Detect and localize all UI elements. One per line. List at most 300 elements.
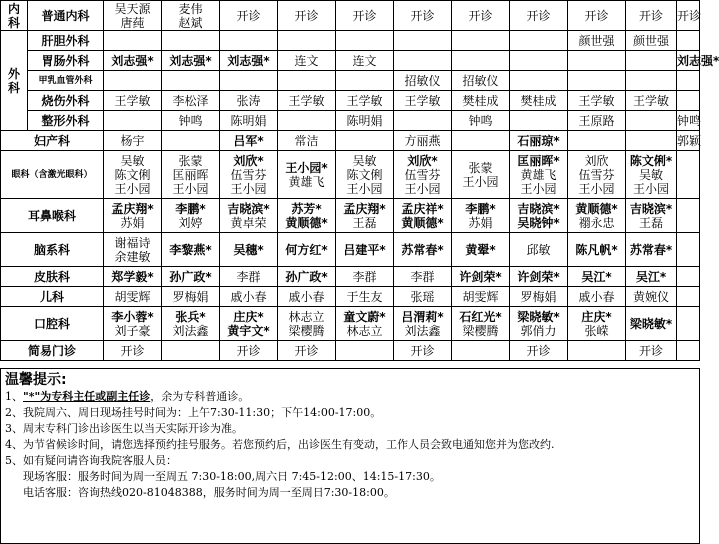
schedule-cell xyxy=(336,199,394,233)
doctor-name: 张蒙 xyxy=(468,160,493,175)
schedule-cell xyxy=(510,111,568,131)
schedule-cell xyxy=(452,287,510,307)
schedule-cell xyxy=(104,307,162,341)
doctor-name: 刘婷 xyxy=(178,215,203,230)
schedule-cell xyxy=(568,111,626,131)
doctor-name: 许剑荣* xyxy=(459,269,502,284)
schedule-cell xyxy=(394,1,452,31)
subdepartment-label: 整形外科 xyxy=(28,111,104,131)
doctor-name: 匡丽晖 xyxy=(172,167,209,182)
doctor-name: 王小园 xyxy=(346,181,383,196)
schedule-cell xyxy=(220,341,278,361)
schedule-cell xyxy=(104,111,162,131)
doctor-name: 开诊 xyxy=(638,343,663,358)
schedule-cell xyxy=(162,341,220,361)
doctor-name: 刘志强* xyxy=(111,53,154,68)
doctor-name: 庄庆* xyxy=(581,309,612,324)
doctor-name: 王小园* xyxy=(285,160,328,175)
notes-title: 温馨提示: xyxy=(5,372,67,388)
doctor-name: 李松泽 xyxy=(172,93,209,108)
schedule-cell xyxy=(278,199,336,233)
schedule-cell xyxy=(278,71,336,91)
schedule-cell xyxy=(162,267,220,287)
doctor-name: 吴敏 xyxy=(638,167,663,182)
doctor-name: 伍雪芬 xyxy=(578,167,615,182)
schedule-cell xyxy=(677,31,700,51)
doctor-name: 戚小春 xyxy=(288,289,325,304)
schedule-row xyxy=(1,341,700,361)
doctor-name: 童文蔚* xyxy=(343,309,386,324)
note-onsite-service: 现场客服：服务时间为周一至周五 7:30-18:00,周六日 7:45-12:00、14:15-17:30。 xyxy=(23,470,441,483)
doctor-name: 王小园 xyxy=(632,181,669,196)
schedule-cell xyxy=(220,51,278,71)
schedule-cell xyxy=(626,287,677,307)
schedule-cell xyxy=(336,51,394,71)
doctor-name: 吴江* xyxy=(581,269,612,284)
doctor-name: 李黎燕* xyxy=(169,242,212,257)
schedule-cell xyxy=(162,131,220,151)
schedule-cell xyxy=(336,31,394,51)
schedule-cell xyxy=(394,199,452,233)
notes-box xyxy=(0,368,700,544)
doctor-name: 开诊 xyxy=(526,8,551,23)
doctor-name: 开诊 xyxy=(638,8,663,23)
schedule-cell xyxy=(336,111,394,131)
subdepartment-label: 肝胆外科 xyxy=(28,31,104,51)
schedule-cell xyxy=(394,71,452,91)
schedule-cell xyxy=(104,233,162,267)
schedule-cell xyxy=(278,341,336,361)
schedule-cell xyxy=(336,287,394,307)
schedule-cell xyxy=(510,287,568,307)
doctor-name: 方丽燕 xyxy=(404,133,441,148)
subdepartment-label: 烧伤外科 xyxy=(28,91,104,111)
schedule-cell xyxy=(104,91,162,111)
schedule-cell xyxy=(626,267,677,287)
doctor-name: 黄顺德* xyxy=(575,201,618,216)
schedule-cell xyxy=(452,199,510,233)
doctor-name: 招敏仪 xyxy=(462,73,499,88)
schedule-row xyxy=(1,51,700,71)
doctor-name: 樊桂成 xyxy=(520,93,557,108)
doctor-name: 黄顺德* xyxy=(285,215,328,230)
schedule-cell xyxy=(510,31,568,51)
schedule-cell xyxy=(568,1,626,31)
doctor-name: 王小园 xyxy=(114,181,151,196)
doctor-name: 余建敏 xyxy=(114,249,151,264)
schedule-row xyxy=(1,111,700,131)
schedule-cell xyxy=(677,151,700,199)
doctor-name: 王磊 xyxy=(638,215,663,230)
schedule-cell xyxy=(677,307,700,341)
doctor-name: 伍雪芬 xyxy=(230,167,267,182)
schedule-cell xyxy=(278,31,336,51)
doctor-name: 赵斌 xyxy=(178,15,203,30)
doctor-name: 苏娟 xyxy=(468,215,493,230)
schedule-cell xyxy=(568,307,626,341)
doctor-name: 胡雯辉 xyxy=(462,289,499,304)
doctor-name: 吕建平* xyxy=(343,242,386,257)
schedule-cell xyxy=(220,307,278,341)
schedule-cell xyxy=(220,267,278,287)
schedule-cell xyxy=(626,1,677,31)
doctor-name: 连文 xyxy=(352,53,377,68)
doctor-name: 邱敏 xyxy=(526,242,551,257)
doctor-name: 王小园 xyxy=(172,181,209,196)
schedule-cell xyxy=(568,267,626,287)
schedule-cell xyxy=(162,31,220,51)
doctor-name: 唐莼 xyxy=(120,15,145,30)
schedule-cell xyxy=(336,91,394,111)
doctor-name: 罗梅娟 xyxy=(520,289,557,304)
doctor-name: 开诊 xyxy=(236,8,261,23)
schedule-cell xyxy=(626,91,677,111)
doctor-name: 李小蓉* xyxy=(111,309,154,324)
doctor-name: 黄卓荣 xyxy=(230,215,267,230)
schedule-cell xyxy=(278,287,336,307)
doctor-name: 王小园 xyxy=(520,181,557,196)
schedule-cell xyxy=(677,71,700,91)
schedule-row xyxy=(1,31,700,51)
doctor-name: 黄顺德* xyxy=(401,215,444,230)
schedule-cell xyxy=(394,111,452,131)
doctor-name: 开诊 xyxy=(468,8,493,23)
doctor-name: 陈明娟 xyxy=(230,113,267,128)
doctor-name: 王学敏 xyxy=(114,93,151,108)
schedule-cell xyxy=(278,91,336,111)
schedule-cell xyxy=(104,199,162,233)
department-group-label: 内 科 xyxy=(1,1,28,31)
schedule-cell xyxy=(220,233,278,267)
doctor-name: 王小园 xyxy=(578,181,615,196)
schedule-cell xyxy=(278,131,336,151)
doctor-name: 吉晓滨* xyxy=(629,201,673,216)
doctor-name: 张兵* xyxy=(175,309,206,324)
doctor-name: 刘法鑫 xyxy=(404,323,441,338)
schedule-cell xyxy=(452,341,510,361)
doctor-name: 王原路 xyxy=(578,113,615,128)
doctor-name: 林志立 xyxy=(346,323,383,338)
doctor-name: 王小园 xyxy=(404,181,441,196)
schedule-cell xyxy=(220,111,278,131)
schedule-cell xyxy=(220,199,278,233)
doctor-name: 刘欣* xyxy=(407,153,438,168)
schedule-cell xyxy=(278,151,336,199)
schedule-cell xyxy=(104,151,162,199)
schedule-cell xyxy=(336,341,394,361)
schedule-cell xyxy=(162,151,220,199)
subdepartment-label: 普通内科 xyxy=(28,1,104,31)
doctor-name: 石丽琼* xyxy=(517,133,560,148)
schedule-cell xyxy=(452,111,510,131)
doctor-name: 梁樱腾 xyxy=(462,323,499,338)
schedule-cell xyxy=(336,307,394,341)
doctor-name: 石红光* xyxy=(459,309,502,324)
schedule-cell xyxy=(626,71,677,91)
schedule-cell xyxy=(626,233,677,267)
doctor-name: 林志立 xyxy=(288,309,325,324)
doctor-name: 黄宇文* xyxy=(227,323,270,338)
schedule-cell xyxy=(220,31,278,51)
schedule-cell xyxy=(394,91,452,111)
schedule-cell xyxy=(568,199,626,233)
schedule-cell xyxy=(162,1,220,31)
schedule-row xyxy=(1,91,700,111)
subdepartment-label: 甲乳血管外科 xyxy=(28,71,104,91)
schedule-cell xyxy=(452,1,510,31)
doctor-name: 苏芳* xyxy=(291,201,322,216)
department-label: 简易门诊 xyxy=(1,341,104,361)
schedule-cell xyxy=(452,51,510,71)
doctor-name: 吴穗* xyxy=(233,242,264,257)
doctor-name: 苏常春* xyxy=(401,242,444,257)
doctor-name: 苏娟 xyxy=(120,215,145,230)
schedule-cell xyxy=(162,233,220,267)
schedule-cell xyxy=(626,151,677,199)
schedule-cell xyxy=(104,51,162,71)
schedule-cell xyxy=(677,131,700,151)
note-1-rest: ，余为专科普通诊。 xyxy=(150,390,250,403)
doctor-name: 禤永忠 xyxy=(578,215,615,230)
doctor-name: 郑学毅* xyxy=(111,269,154,284)
schedule-cell xyxy=(510,51,568,71)
doctor-name: 开诊 xyxy=(236,343,261,358)
doctor-name: 罗梅娟 xyxy=(172,289,209,304)
schedule-cell xyxy=(510,199,568,233)
doctor-name: 杨宇 xyxy=(120,133,145,148)
schedule-cell xyxy=(677,233,700,267)
schedule-cell xyxy=(568,233,626,267)
doctor-name: 吴敏 xyxy=(352,153,377,168)
schedule-cell xyxy=(452,307,510,341)
schedule-cell xyxy=(452,71,510,91)
doctor-name: 伍雪芬 xyxy=(404,167,441,182)
schedule-row xyxy=(1,233,700,267)
doctor-name: 许剑荣* xyxy=(517,269,560,284)
doctor-name: 孙广政* xyxy=(169,269,212,284)
schedule-cell xyxy=(510,307,568,341)
schedule-cell xyxy=(394,151,452,199)
schedule-cell xyxy=(568,51,626,71)
schedule-cell xyxy=(568,131,626,151)
schedule-row xyxy=(1,267,700,287)
doctor-name: 招敏仪 xyxy=(404,73,441,88)
schedule-cell xyxy=(677,341,700,361)
doctor-name: 吴天源 xyxy=(114,1,151,16)
doctor-name: 刘子豪 xyxy=(114,323,151,338)
schedule-row xyxy=(1,1,700,31)
schedule-cell xyxy=(162,51,220,71)
schedule-cell xyxy=(104,287,162,307)
schedule-cell xyxy=(452,267,510,287)
doctor-name: 张蒙 xyxy=(178,153,203,168)
schedule-cell xyxy=(394,307,452,341)
schedule-cell xyxy=(677,1,700,31)
doctor-name: 于生友 xyxy=(346,289,383,304)
schedule-cell xyxy=(510,1,568,31)
doctor-name: 吴晓钟* xyxy=(517,215,560,230)
doctor-name: 刘欣 xyxy=(584,153,609,168)
doctor-name: 开诊 xyxy=(294,343,319,358)
schedule-cell xyxy=(336,71,394,91)
schedule-cell xyxy=(394,341,452,361)
schedule-cell xyxy=(278,233,336,267)
doctor-name: 钟鸣 xyxy=(178,113,203,128)
schedule-cell xyxy=(336,233,394,267)
doctor-name: 孟庆翔* xyxy=(343,201,386,216)
note-1 xyxy=(5,389,695,405)
note-5: 5、如有疑问请咨询我院客服人员： xyxy=(5,454,177,467)
note-phone-service: 电话客服：咨询热线020-81048388，服务时间为周一至周日7:30-18:00。 xyxy=(23,486,395,499)
doctor-name: 郭颖 xyxy=(677,133,702,148)
doctor-name: 连文 xyxy=(294,53,319,68)
department-label: 儿科 xyxy=(1,287,104,307)
schedule-cell xyxy=(394,51,452,71)
doctor-name: 开诊 xyxy=(410,343,435,358)
note-2: 2、我院周六、周日现场挂号时间为：上午7:30-11:30；下午14:00-17:00。 xyxy=(5,406,382,419)
schedule-row xyxy=(1,307,700,341)
schedule-cell xyxy=(220,151,278,199)
schedule-cell xyxy=(510,267,568,287)
doctor-name: 黄雄飞 xyxy=(520,167,557,182)
schedule-cell xyxy=(278,307,336,341)
schedule-cell xyxy=(452,233,510,267)
schedule-cell xyxy=(104,31,162,51)
schedule-cell xyxy=(452,31,510,51)
doctor-name: 吉晓滨* xyxy=(517,201,560,216)
doctor-name: 李群 xyxy=(352,269,377,284)
schedule-cell xyxy=(510,151,568,199)
schedule-cell xyxy=(278,1,336,31)
doctor-name: 孟庆翔* xyxy=(111,201,154,216)
doctor-name: 王小园 xyxy=(230,181,267,196)
schedule-cell xyxy=(278,111,336,131)
doctor-name: 梁晓敏* xyxy=(629,316,673,331)
doctor-name: 刘欣* xyxy=(233,153,264,168)
department-group-label: 外 科 xyxy=(1,31,28,131)
schedule-cell xyxy=(677,111,700,131)
schedule-cell xyxy=(510,71,568,91)
doctor-name: 刘志强* xyxy=(677,53,719,68)
schedule-cell xyxy=(394,31,452,51)
schedule-cell xyxy=(278,51,336,71)
doctor-name: 李群 xyxy=(236,269,261,284)
schedule-cell xyxy=(336,1,394,31)
note-3: 3、周末专科门诊出诊医生以当天实际开诊为准。 xyxy=(5,422,243,435)
schedule-cell xyxy=(162,111,220,131)
doctor-name: 吉晓滨* xyxy=(227,201,270,216)
schedule-cell xyxy=(626,51,677,71)
doctor-name: 李鹏* xyxy=(175,201,206,216)
department-label: 脑系科 xyxy=(1,233,104,267)
schedule-row xyxy=(1,151,700,199)
doctor-name: 黄婉仪 xyxy=(632,289,669,304)
doctor-name: 颜世强 xyxy=(578,33,615,48)
doctor-name: 胡雯辉 xyxy=(114,289,151,304)
doctor-name: 钟鸣 xyxy=(677,113,702,128)
schedule-cell xyxy=(336,267,394,287)
doctor-name: 吴敏 xyxy=(120,153,145,168)
doctor-name: 开诊 xyxy=(677,8,702,23)
note-1-emphasis: "*"为专科主任或副主任诊 xyxy=(23,390,151,403)
schedule-cell xyxy=(336,151,394,199)
schedule-cell xyxy=(452,131,510,151)
schedule-row xyxy=(1,71,700,91)
schedule-cell xyxy=(568,71,626,91)
doctor-name: 戚小春 xyxy=(230,289,267,304)
doctor-name: 王学敏 xyxy=(632,93,669,108)
doctor-name: 王学敏 xyxy=(404,93,441,108)
schedule-cell xyxy=(452,91,510,111)
doctor-name: 梁晓敏* xyxy=(517,309,560,324)
doctor-name: 吴江* xyxy=(635,269,667,284)
schedule-row xyxy=(1,199,700,233)
doctor-name: 开诊 xyxy=(120,343,145,358)
doctor-name: 何方红* xyxy=(285,242,328,257)
schedule-cell xyxy=(677,91,700,111)
doctor-name: 梁樱腾 xyxy=(288,323,325,338)
schedule-cell xyxy=(510,233,568,267)
schedule-cell xyxy=(568,341,626,361)
schedule-cell xyxy=(162,91,220,111)
schedule-cell xyxy=(220,71,278,91)
doctor-name: 开诊 xyxy=(526,343,551,358)
doctor-name: 王学敏 xyxy=(288,93,325,108)
doctor-name: 王学敏 xyxy=(346,93,383,108)
schedule-cell xyxy=(568,151,626,199)
doctor-name: 开诊 xyxy=(294,8,319,23)
schedule-cell xyxy=(220,91,278,111)
doctor-name: 王磊 xyxy=(352,215,377,230)
schedule-cell xyxy=(104,71,162,91)
note-1-number: 1、 xyxy=(5,390,23,403)
doctor-name: 陈凡帆* xyxy=(575,242,618,257)
doctor-name: 匡丽晖* xyxy=(517,153,560,168)
doctor-name: 李鹏* xyxy=(465,201,496,216)
schedule-cell xyxy=(104,1,162,31)
doctor-name: 张嵘 xyxy=(584,323,609,338)
schedule-cell xyxy=(677,287,700,307)
schedule-cell xyxy=(104,341,162,361)
doctor-name: 吕渭莉* xyxy=(401,309,444,324)
doctor-name: 陈文俐 xyxy=(346,167,383,182)
doctor-name: 陈文俐* xyxy=(629,153,673,168)
schedule-cell xyxy=(452,151,510,199)
schedule-cell xyxy=(626,307,677,341)
schedule-cell xyxy=(677,51,719,71)
doctor-name: 陈明娟 xyxy=(346,113,383,128)
schedule-cell xyxy=(510,341,568,361)
doctor-name: 颜世强 xyxy=(632,33,669,48)
department-label: 口腔科 xyxy=(1,307,104,341)
schedule-cell xyxy=(162,71,220,91)
doctor-name: 吕军* xyxy=(233,133,264,148)
schedule-cell xyxy=(568,31,626,51)
doctor-name: 张涛 xyxy=(236,93,261,108)
doctor-name: 刘志强* xyxy=(227,53,270,68)
doctor-name: 樊桂成 xyxy=(462,93,499,108)
schedule-cell xyxy=(677,267,700,287)
schedule-cell xyxy=(510,91,568,111)
schedule-cell xyxy=(220,1,278,31)
doctor-name: 谢福诗 xyxy=(114,235,151,250)
schedule-cell xyxy=(626,199,677,233)
schedule-cell xyxy=(162,199,220,233)
schedule-cell xyxy=(626,341,677,361)
doctor-name: 张瑶 xyxy=(410,289,435,304)
schedule-cell xyxy=(510,131,568,151)
schedule-cell xyxy=(394,287,452,307)
